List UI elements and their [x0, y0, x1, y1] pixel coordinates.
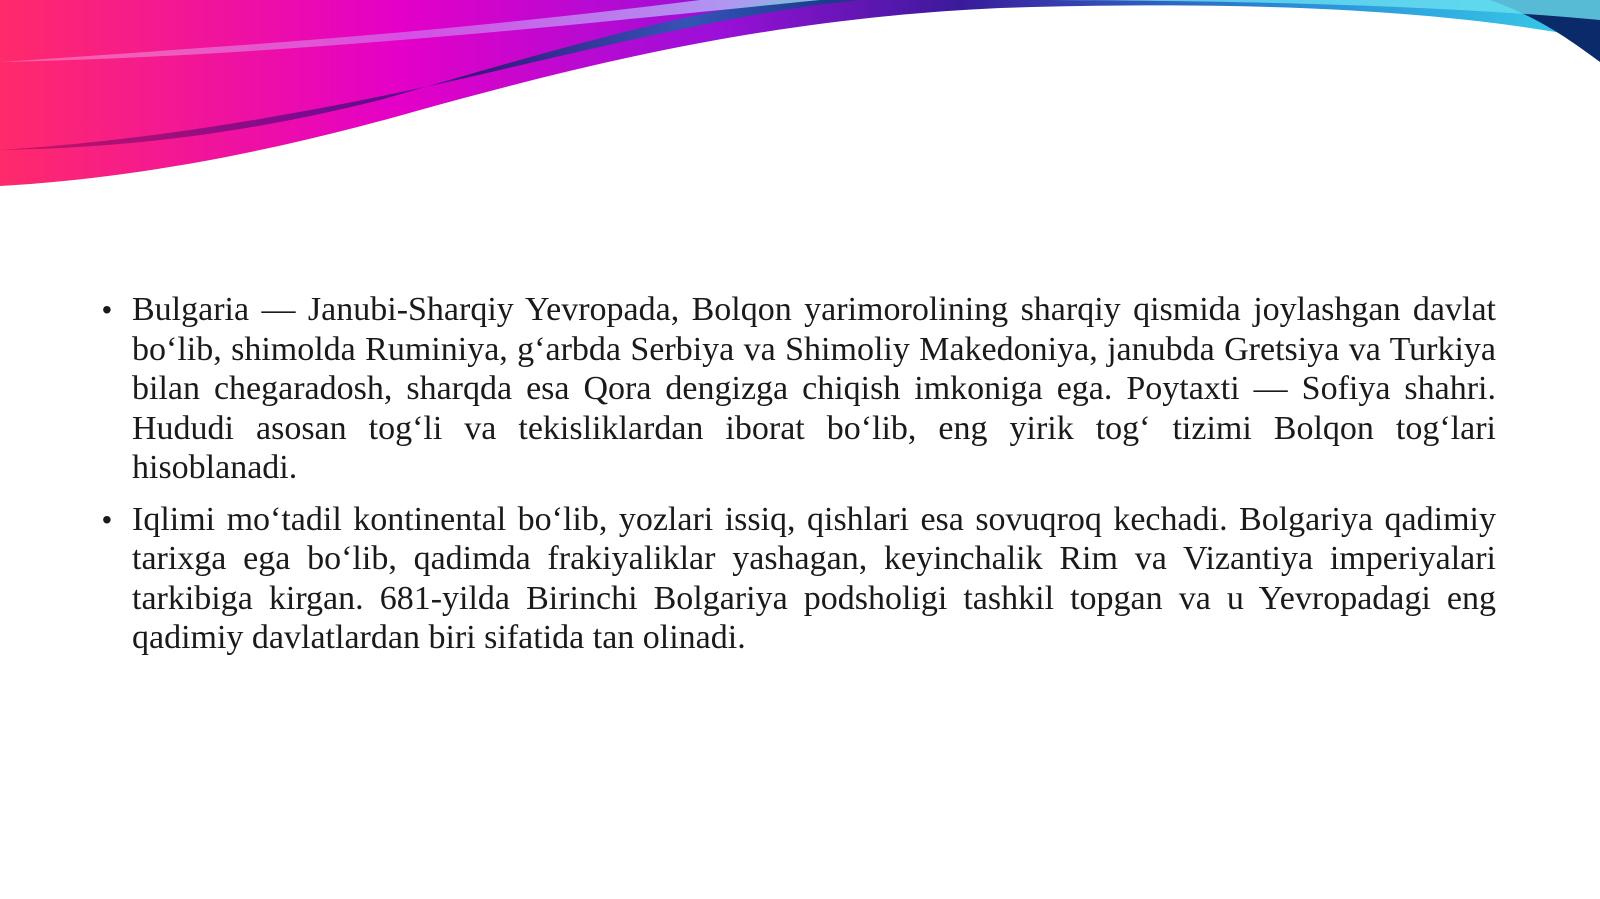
wave-main-shape	[0, 0, 1600, 186]
list-item	[96, 290, 1496, 488]
bullet-dot-icon: •	[102, 294, 112, 325]
decorative-wave-banner	[0, 0, 1600, 200]
bullet-text: Iqlimi mo‘tadil kontinental bo‘lib, yozlari issiq, qishlari esa sovuqroq kechadi. Bolgariya qadimiy tarixga ega bo‘lib, qadimda frakiyaliklar yashagan, keyinchalik Rim va Vizantiya imperiyalari tarkibiga kirgan. 681-yilda Birinchi Bolgariya podsholigi tashkil topgan va u Yevropadagi eng qadimiy davlatlardan biri sifatida tan olinadi.	[132, 500, 1496, 656]
bullet-text: Bulgaria — Janubi-Sharqiy Yevropada, Bolqon yarimorolining sharqiy qismida joylashgan davlat bo‘lib, shimolda Ruminiya, g‘arbda Serbiya va Shimoliy Makedoniya, janubda Gretsiya va Turkiya bilan chegaradosh, sharqda esa Qora dengizga chiqish imkoniga ega. Poytaxti — Sofiya shahri. Hududi asosan tog‘li va tekisliklardan iborat bo‘lib, eng yirik tog‘ tizimi Bolqon tog‘lari hisoblanadi.	[132, 291, 1496, 486]
bullet-dot-icon: •	[102, 503, 112, 535]
content-area	[96, 290, 1496, 670]
bullet-list	[96, 290, 1496, 658]
list-item	[96, 500, 1496, 658]
